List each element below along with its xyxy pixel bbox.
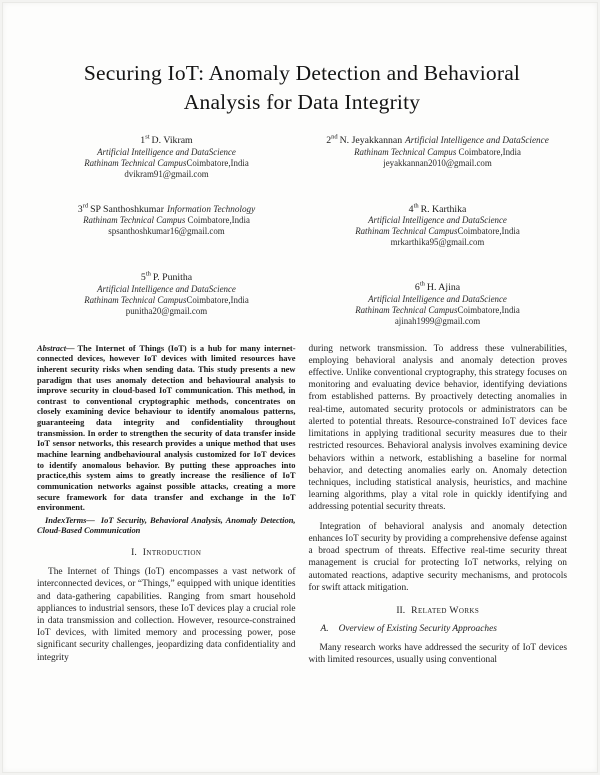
author-block-4 [308,204,567,249]
author-email: ajinah1999@gmail.com [394,315,481,326]
author-name: 5th P. Punitha [140,270,193,284]
author-department: Artificial Intelligence and DataScience [368,294,507,304]
author-affiliation: Rathinam Technical CampusCoimbatore,India [84,294,249,305]
author-affiliation: Rathinam Technical Campus Coimbatore,India [83,215,250,226]
author-department: Artificial Intelligence and DataScience [405,135,549,146]
author-department: Artificial Intelligence and DataScience [368,215,507,226]
author-email: mrkarthika95@gmail.com [390,237,485,248]
author-affiliation: Rathinam Technical CampusCoimbatore,India [84,157,249,168]
paper-page [2,2,598,773]
index-terms-text: IoT Security, Behavioral Analysis, Anomaly Detection, Cloud-Based Communication [37,514,296,536]
author-department: Artificial Intelligence and DataScience [97,146,236,157]
author-block-2 [308,135,567,180]
abstract-text: The Internet of Things (IoT) is a hub for many internet-connected devices, however IoT devices with limited resources have inherent security risks when sending data. This study presents a new paradigm that uses anomaly detection and behavioural analysis to improve security in cloud-based IoT communication. This method, in contrast to conventional cryptographic methods, concentrates on closely examining device behaviour to identify anomalous patterns, guaranteeing data integrity and confidentiality throughout transmission. In order to strengthen the security of data transfer inside IoT sensor networks, this research provides a unique method that uses machine learning andbehavioural analysis customized for IoT devices to identify anomalous behavior. By putting these approaches into practice,this system aims to greatly increase the resilience of IoT communication networks against possible attacks, creating a more secure framework for data transfer and exchange in the IoT environment. [37,342,296,513]
abstract-paragraph [37,343,296,513]
paper-title: Securing IoT: Anomaly Detection and Behavioral Analysis for Data Integrity [83,61,521,115]
author-name: 3rd SP Santhoshkumar Information Technology [77,202,256,215]
author-email: dvikram91@gmail.com [124,168,209,179]
author-email: jeyakkannan2010@gmail.com [383,157,492,168]
author-name: 6th H. Ajina [414,280,461,294]
body-paragraph: Many research works have addressed the security of IoT devices with limited resources, usually using conventional [308,642,567,666]
author-department: Artificial Intelligence and DataScience [97,284,236,294]
left-column [37,343,296,667]
section-heading-introduction: I. Introduction [131,547,202,559]
author-grid [37,135,567,327]
introduction-paragraph: The Internet of Things (IoT) encompasses a vast network of interconnected devices, or “Things,” equipped with unique identities and data-gathering capabilities. Ranging from smart household appliances to industrial sensors, these IoT devices play a crucial role in data transmission and collection. However, resource-constrained IoT devices, with limited memory and processing power, pose significant security challenges, jeopardizing data confidentiality and integrity [37,567,296,663]
body-paragraph: during network transmission. To address these vulnerabilities, employing behavioral analysis and anomaly detection proves effective. Unlike conventional cryptography, this strategy focuses on monitoring and evaluating device behavior, identifying deviations from established patterns. By proactively detecting anomalies in real-time, automated security protocols or administrators can be alerted to potential threats. Resource-constrained IoT devices face limitations in applying traditional security measures due to their restricted resources. Behavioral analysis involves examining device behaviors within a network, establishing a baseline for normal behavior, and detecting anomalies early on. Anomaly detection techniques, including statistical analysis, heuristics, and machine learning algorithms, play a vital role in quickly identifying and addressing potential security threats. [308,343,567,513]
author-email: punitha20@gmail.com [125,305,208,316]
section-heading-related-works: II. Related Works [396,604,480,616]
author-block-1 [37,135,296,180]
author-affiliation: Rathinam Technical CampusCoimbatore,India [355,304,520,315]
right-column [309,343,568,667]
abstract-label: Abstract— [37,342,75,353]
author-email: spsanthoshkumar16@gmail.com [108,226,225,237]
author-block-3 [37,204,296,249]
author-name: 1st D. Vikram [140,133,193,147]
body-paragraph: Integration of behavioral analysis and anomaly detection enhances IoT security by providing a comprehensive defense against a broad spectrum of threats. Effective real-time security threat management is crucial for protecting IoT networks, relying on automated reactions, adaptive security mechanisms, and protocols for swift attack mitigation. [308,521,567,593]
author-block-6 [308,282,567,327]
author-block-5 [37,272,296,327]
subsection-heading-a: A. Overview of Existing Security Approaches [320,623,497,634]
index-terms-label: IndexTerms— [45,514,95,525]
author-affiliation: Rathinam Technical CampusCoimbatore,India [355,226,520,237]
author-name: 2nd N. Jeyakkannan Artificial Intelligence and DataScience [326,133,549,147]
author-affiliation: Rathinam Technical Campus Coimbatore,India [354,146,521,157]
index-terms [37,515,296,536]
author-name: 4th R. Karthika [408,202,467,215]
author-department: Information Technology [167,203,256,214]
two-column-body [37,343,567,667]
